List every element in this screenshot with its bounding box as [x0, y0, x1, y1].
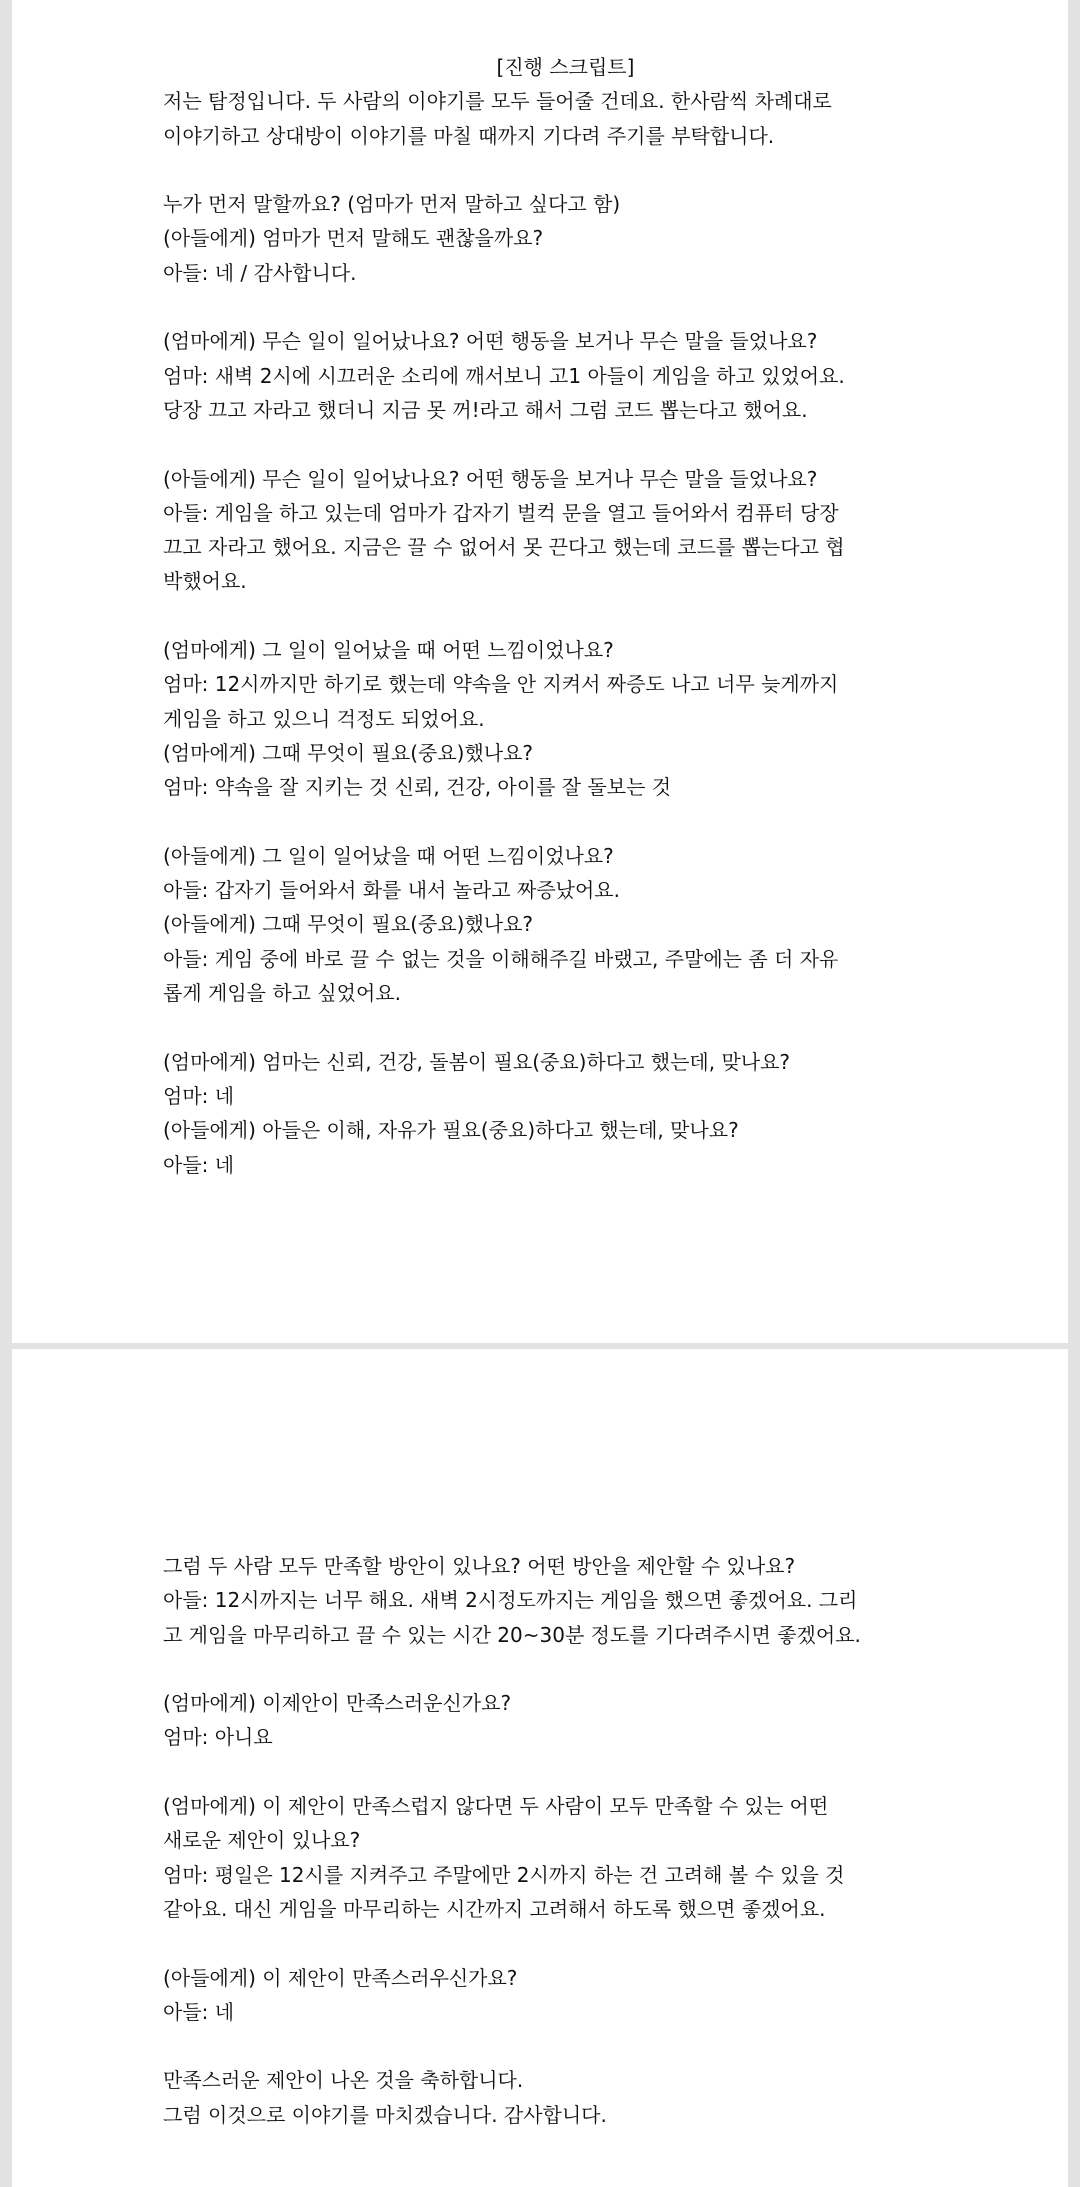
text-line: 저는 탐정입니다. 두 사람의 이야기를 모두 들어줄 건데요. 한사람씩 차례대로	[163, 89, 832, 114]
blank-line	[163, 805, 968, 839]
blank-line	[163, 290, 968, 324]
text-line: 고 게임을 마무리하고 끌 수 있는 시간 20~30분 정도를 기다려주시면 좋겠어요.	[163, 1622, 861, 1647]
text-line: 아들: 네	[163, 1999, 235, 2024]
blank-line	[163, 1010, 968, 1044]
text-line: (엄마에게) 무슨 일이 일어났나요? 어떤 행동을 보거나 무슨 말을 들었나요?	[163, 329, 818, 354]
blank-line	[163, 1652, 968, 1686]
text-line: 엄마: 약속을 잘 지키는 것 신뢰, 건강, 아이를 잘 돌보는 것	[163, 775, 672, 800]
text-line: (아들에게) 그 일이 일어났을 때 어떤 느낌이었나요?	[163, 843, 614, 868]
text-line: 아들: 12시까지는 너무 해요. 새벽 2시정도까지는 게임을 했으면 좋겠어요. 그리	[163, 1588, 858, 1613]
text-line: 엄마: 새벽 2시에 시끄러운 소리에 깨서보니 고1 아들이 게임을 하고 있었어요.	[163, 363, 845, 388]
text-line: (엄마에게) 그 일이 일어났을 때 어떤 느낌이었나요?	[163, 638, 614, 663]
text-line: (아들에게) 아들은 이해, 자유가 필요(중요)하다고 했는데, 맞나요?	[163, 1118, 739, 1143]
text-line: (엄마에게) 이 제안이 만족스럽지 않다면 두 사람이 모두 만족할 수 있는 어떤	[163, 1794, 829, 1819]
text-line: 이야기하고 상대방이 이야기를 마칠 때까지 기다려 주기를 부탁합니다.	[163, 123, 775, 148]
text-line: 그럼 두 사람 모두 만족할 방안이 있나요? 어떤 방안을 제안할 수 있나요?	[163, 1554, 796, 1578]
text-line: 아들: 네	[163, 1152, 235, 1177]
text-line: (아들에게) 무슨 일이 일어났나요? 어떤 행동을 보거나 무슨 말을 들었나요?	[163, 466, 818, 491]
blank-line	[163, 1755, 968, 1789]
text-line: 아들: 네 / 감사합니다.	[163, 260, 357, 285]
text-line: (아들에게) 이 제안이 만족스러우신가요?	[163, 1965, 518, 1990]
blank-line	[163, 153, 968, 187]
text-line: 같아요. 대신 게임을 마무리하는 시간까지 고려해서 하도록 했으면 좋겠어요.	[163, 1896, 826, 1921]
text-line: 박했어요.	[163, 569, 247, 594]
text-line: (엄마에게) 그때 무엇이 필요(중요)했나요?	[163, 740, 534, 765]
text-line: 아들: 게임을 하고 있는데 엄마가 갑자기 벌컥 문을 열고 들어와서 컴퓨터 당장	[163, 500, 839, 525]
text-line: 그럼 이것으로 이야기를 마치겠습니다. 감사합니다.	[163, 2102, 607, 2127]
text-line: 엄마: 아니요	[163, 1725, 273, 1750]
blank-line	[163, 599, 968, 633]
document-page-1	[12, 0, 1068, 1343]
text-line: 아들: 게임 중에 바로 끌 수 없는 것을 이해해주길 바랬고, 주말에는 좀 더 자유	[163, 946, 839, 971]
text-line: 엄마: 평일은 12시를 지켜주고 주말에만 2시까지 하는 건 고려해 볼 수 있을 것	[163, 1862, 845, 1887]
text-line: (엄마에게) 이제안이 만족스러운신가요?	[163, 1691, 512, 1716]
text-line: 끄고 자라고 했어요. 지금은 끌 수 없어서 못 끈다고 했는데 코드를 뽑는다고 협	[163, 535, 845, 560]
text-line: 롭게 게임을 하고 싶었어요.	[163, 981, 401, 1006]
text-line: (아들에게) 그때 무엇이 필요(중요)했나요?	[163, 912, 534, 937]
document-page-2	[12, 1349, 1068, 2187]
text-line: 당장 끄고 자라고 했더니 지금 못 꺼!라고 해서 그럼 코드 뽑는다고 했어요.	[163, 397, 808, 422]
text-line: (아들에게) 엄마가 먼저 말해도 괜찮을까요?	[163, 226, 544, 251]
text-line: 누가 먼저 말할까요? (엄마가 먼저 말하고 싶다고 함)	[163, 192, 621, 217]
blank-line	[163, 2029, 968, 2063]
blank-line	[163, 1926, 968, 1960]
text-line: 만족스러운 제안이 나온 것을 축하합니다.	[163, 2068, 524, 2093]
text-line: (엄마에게) 엄마는 신뢰, 건강, 돌봄이 필요(중요)하다고 했는데, 맞나요?	[163, 1049, 791, 1074]
text-line: 아들: 갑자기 들어와서 화를 내서 놀라고 짜증났어요.	[163, 878, 620, 903]
text-line: 게임을 하고 있으니 걱정도 되었어요.	[163, 706, 485, 731]
text-line: 엄마: 12시까지만 하기로 했는데 약속을 안 지켜서 짜증도 나고 너무 늦게까지	[163, 672, 839, 697]
text-line: 새로운 제안이 있나요?	[163, 1828, 361, 1853]
text-line: 엄마: 네	[163, 1083, 235, 1108]
blank-line	[163, 427, 968, 461]
document-title: [진행 스크립트]	[496, 55, 635, 79]
